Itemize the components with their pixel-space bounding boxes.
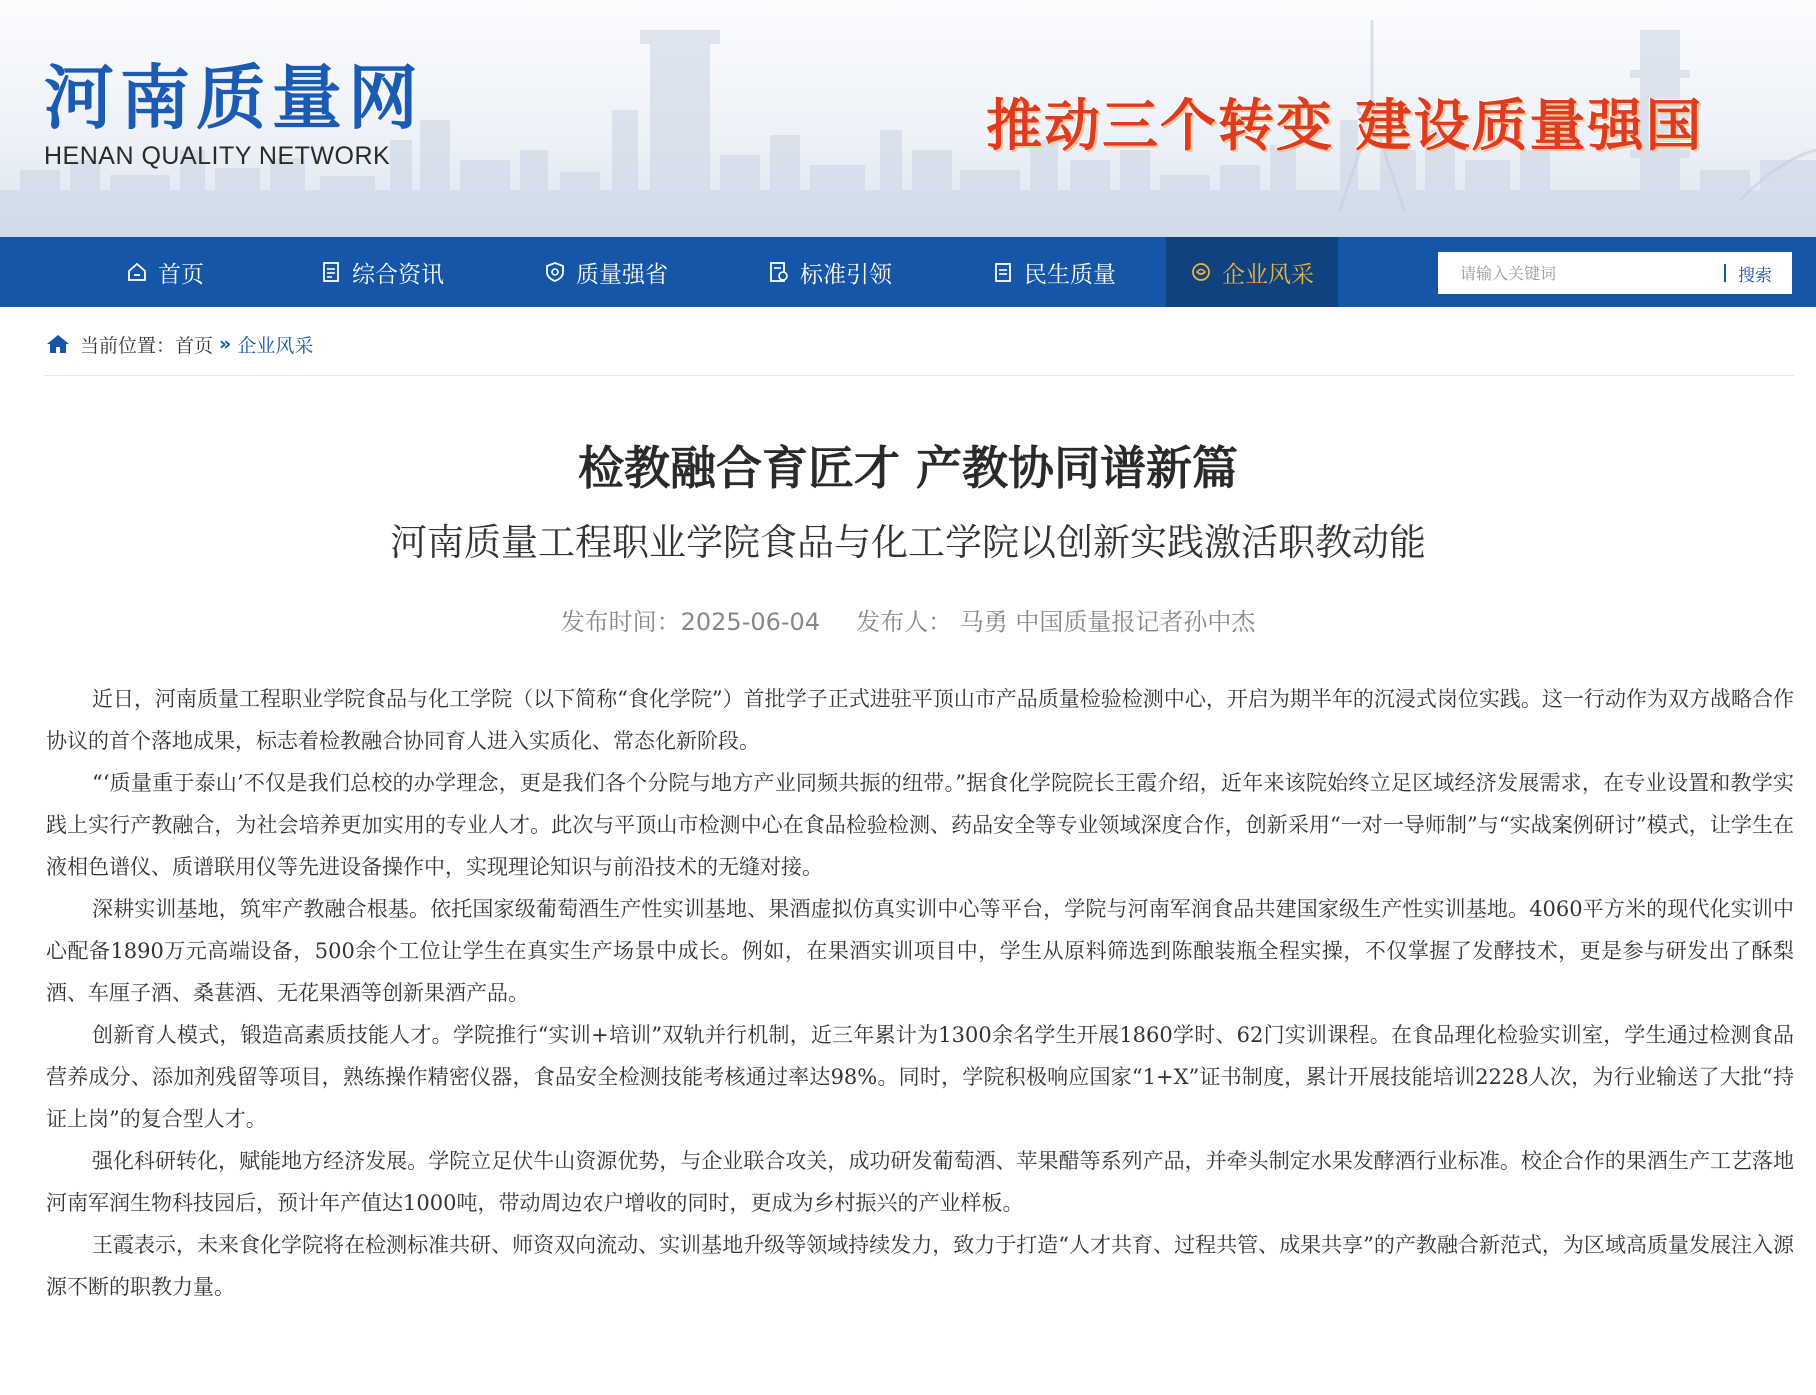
document-icon <box>320 261 342 283</box>
nav-item-label: 民生质量 <box>1024 261 1116 288</box>
logo-chinese-name: 河南质量网 <box>44 56 424 139</box>
publisher: 发布人： 马勇 中国质量报记者孙中杰 <box>856 608 1256 636</box>
publish-time: 发布时间：2025-06-04 <box>560 608 821 636</box>
header-banner <box>0 0 1816 237</box>
site-logo[interactable] <box>44 58 424 171</box>
nav-item-label: 首页 <box>158 261 204 288</box>
nav-item-livelihood-quality[interactable] <box>954 237 1154 307</box>
nav-item-label: 企业风采 <box>1222 261 1314 288</box>
nav-item-quality-province[interactable] <box>506 237 706 307</box>
shield-icon <box>544 261 566 283</box>
article-title: 检教融合育匠才 产教协同谱新篇 <box>577 441 1238 495</box>
article-paragraph: 深耕实训基地，筑牢产教融合根基。依托国家级葡萄酒生产性实训基地、果酒虚拟仿真实训中心等平台，学院与河南军润食品共建国家级生产性实训基地。4060平方米的现代化实训中心配备1890万元高端设备，500余个工位让学生在真实生产场景中成长。例如，在果酒实训项目中，学生从原料筛选到陈酿装瓶全程实操，不仅掌握了发酵技术，更是参与研发出了酥梨酒、车厘子酒、桑葚酒、无花果酒等创新果酒产品。 <box>46 897 1794 1005</box>
search-input[interactable] <box>1438 252 1724 294</box>
home-icon <box>46 333 70 355</box>
nav-item-standards[interactable] <box>730 237 930 307</box>
article-meta <box>0 602 1816 637</box>
search-button[interactable]: 搜索 <box>1738 265 1772 286</box>
header-slogan: 推动三个转变 建设质量强国 <box>986 93 1704 159</box>
nav-item-label: 质量强省 <box>576 261 668 288</box>
article-paragraph: 强化科研转化，赋能地方经济发展。学院立足伏牛山资源优势，与企业联合攻关，成功研发葡萄酒、苹果醋等系列产品，并牵头制定水果发酵酒行业标准。校企合作的果酒生产工艺落地河南军润生物科技园后，预计年产值达1000吨，带动周边农户增收的同时，更成为乡村振兴的产业样板。 <box>46 1149 1794 1215</box>
standard-icon <box>768 261 790 283</box>
breadcrumb-separator: » <box>219 333 232 355</box>
search-divider <box>1724 264 1726 282</box>
clipboard-icon <box>992 261 1014 283</box>
article-paragraph: 王霞表示，未来食化学院将在检测标准共研、师资双向流动、实训基地升级等领域持续发力，致力于打造“人才共育、过程共管、成果共享”的产教融合新范式，为区域高质量发展注入源源不断的职教力量。 <box>46 1233 1794 1299</box>
nav-item-label: 标准引领 <box>800 261 892 288</box>
nav-item-enterprise[interactable] <box>1166 237 1338 307</box>
breadcrumb-label: 当前位置： <box>80 334 176 357</box>
breadcrumb-home-link[interactable]: 首页 <box>175 334 214 357</box>
nav-item-label: 综合资讯 <box>352 261 444 288</box>
breadcrumb <box>46 327 313 361</box>
nav-item-news[interactable] <box>282 237 482 307</box>
home-icon <box>126 261 148 283</box>
logo-english-name: HENAN QUALITY NETWORK <box>44 142 391 170</box>
enterprise-icon <box>1190 261 1212 283</box>
article-subtitle: 河南质量工程职业学院食品与化工学院以创新实践激活职教动能 <box>390 521 1426 564</box>
nav-item-home[interactable] <box>70 237 260 307</box>
article-paragraph: 创新育人模式，锻造高素质技能人才。学院推行“实训+培训”双轨并行机制，近三年累计为1300余名学生开展1860学时、62门实训课程。在食品理化检验实训室，学生通过检测食品营养成分、添加剂残留等项目，熟练操作精密仪器，食品安全检测技能考核通过率达98%。同时，学院积极响应国家“1+X”证书制度，累计开展技能培训2228人次，为行业输送了大批“持证上岗”的复合型人才。 <box>46 1023 1794 1131</box>
breadcrumb-divider <box>44 375 1794 376</box>
article-body <box>46 678 1794 1308</box>
article-paragraph: 近日，河南质量工程职业学院食品与化工学院（以下简称“食化学院”）首批学子正式进驻平顶山市产品质量检验检测中心，开启为期半年的沉浸式岗位实践。这一行动作为双方战略合作协议的首个落地成果，标志着检教融合协同育人进入实质化、常态化新阶段。 <box>46 687 1794 753</box>
search-box <box>1438 252 1792 294</box>
article-paragraph: “‘质量重于泰山’不仅是我们总校的办学理念，更是我们各个分院与地方产业同频共振的纽带。”据食化学院院长王霞介绍，近年来该院始终立足区域经济发展需求，在专业设置和教学实践上实行产教融合，为社会培养更加实用的专业人才。此次与平顶山市检测中心在食品检验检测、药品安全等专业领域深度合作，创新采用“一对一导师制”与“实战案例研讨”模式，让学生在液相色谱仪、质谱联用仪等先进设备操作中，实现理论知识与前沿技术的无缝对接。 <box>46 771 1794 879</box>
breadcrumb-current-link[interactable]: 企业风采 <box>237 334 314 357</box>
